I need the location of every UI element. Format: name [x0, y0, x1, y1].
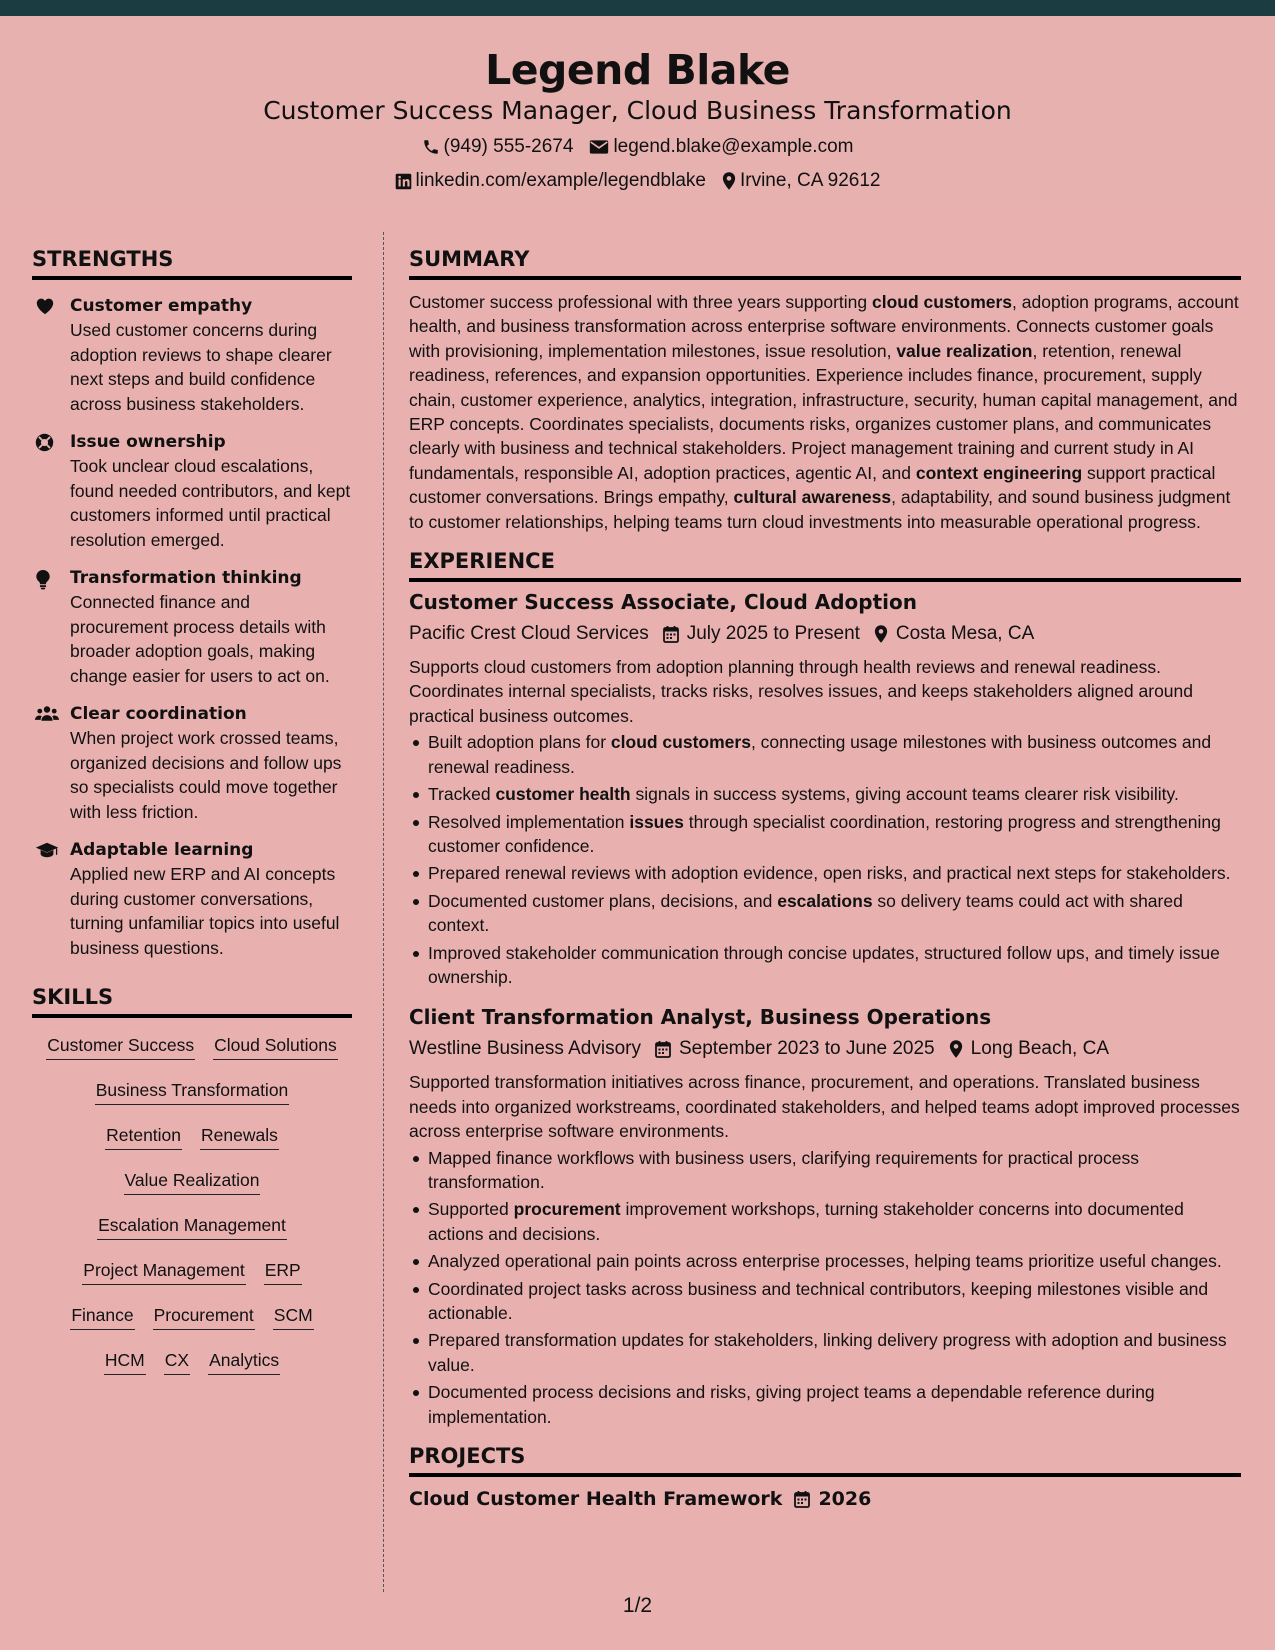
skill-tag: Retention [105, 1122, 182, 1150]
job-bullet: Supported procurement improvement workshops, turning stakeholder concerns into documented actions and decisions. [409, 1197, 1241, 1246]
column-divider [383, 232, 384, 1592]
resume-header [0, 16, 1275, 204]
strength-item [32, 838, 352, 960]
contact-phone [422, 136, 574, 158]
candidate-headline: Customer Success Manager, Cloud Business Transformation [263, 96, 1012, 125]
job-description: Supported transformation initiatives across finance, procurement, and operations. Translated business needs into organized workstreams, coordinated stakeholders, and helped teams adopt improved processes across enterprise software environments. [409, 1072, 1240, 1142]
skill-tag: Analytics [208, 1347, 280, 1375]
skill-tag: Business Transformation [95, 1077, 290, 1105]
job-bullet: Resolved implementation issues through specialist coordination, restoring progress and strengthening customer confidence. [409, 810, 1241, 859]
contact-row-1 [0, 132, 1275, 162]
job-title: Client Transformation Analyst, Business Operations [409, 1005, 992, 1030]
summary-heading: SUMMARY [409, 244, 1241, 280]
skill-tag: Project Management [82, 1257, 245, 1285]
job-location: Long Beach, CA [970, 1038, 1109, 1060]
people-icon [35, 705, 59, 722]
job-bullet: Documented customer plans, decisions, and escalations so delivery teams could act with shared context. [409, 889, 1241, 938]
strength-desc: Took unclear cloud escalations, found needed contributors, and kept customers informed until practical resolution emerged. [70, 456, 351, 550]
strength-desc: Applied new ERP and AI concepts during customer conversations, turning unfamiliar topics into useful business questions. [70, 864, 340, 958]
project-item [409, 1485, 1241, 1513]
strength-item [32, 566, 352, 688]
summary-text: Customer success professional with three years supporting cloud customers, adoption programs, account health, and business transformation across enterprise software environments. Connects customer goals with provisioning, implementation milestones, issue resolution, value realization, retention, renewal readiness, references, and expansion opportunities. Experience includes finance, procurement, supply chain, customer experience, analytics, integration, infrastructure, security, human capital management, and ERP concepts. Coordinates specialists, documents risks, organizes customer plans, and communicates clearly with business and technical stakeholders. Project management training and current study in AI fundamentals, responsible AI, adoption practices, agentic AI, and context engineering support practical customer conversations. Brings empathy, cultural awareness, adaptability, and sound business judgment to customer relationships, helping teams turn cloud investments into measurable operational progress. [409, 292, 1239, 532]
project-year: 2026 [818, 1488, 872, 1511]
job-title: Customer Success Associate, Cloud Adoption [409, 590, 917, 615]
job-entry [409, 588, 1241, 989]
job-dates: September 2023 to June 2025 [678, 1038, 935, 1060]
skill-row [32, 1257, 352, 1302]
graduation-cap-icon [35, 841, 59, 859]
contact-row-2 [0, 166, 1275, 196]
job-bullet: Prepared renewal reviews with adoption evidence, open risks, and practical next steps for stakeholders. [409, 861, 1241, 885]
map-pin-icon [874, 624, 888, 644]
skill-tag: CX [164, 1347, 190, 1375]
strength-title: Issue ownership [70, 432, 226, 452]
job-bullet: Built adoption plans for cloud customers, connecting usage milestones with business outcomes and renewal readiness. [409, 730, 1241, 779]
skill-row [32, 1122, 352, 1167]
job-company: Pacific Crest Cloud Services [409, 623, 649, 645]
left-column [32, 244, 352, 1392]
job-meta [409, 619, 1241, 649]
calendar-icon [655, 1040, 671, 1058]
strength-title: Clear coordination [70, 704, 247, 724]
strength-title: Customer empathy [70, 296, 253, 316]
map-pin-icon [722, 171, 736, 191]
skill-tag: Finance [70, 1302, 134, 1330]
strength-desc: Used customer concerns during adoption reviews to shape clearer next steps and build confidence across business stakeholders. [70, 320, 332, 414]
envelope-icon [589, 139, 609, 155]
contact-linkedin [395, 170, 706, 192]
contact-location [722, 170, 880, 192]
candidate-name: Legend Blake [485, 46, 790, 94]
skill-tag: Cloud Solutions [213, 1032, 338, 1060]
skill-tag: Value Realization [124, 1167, 261, 1195]
job-dates: July 2025 to Present [686, 623, 860, 645]
skill-row [32, 1302, 352, 1347]
email-text[interactable]: legend.blake@example.com [613, 136, 854, 157]
location-text: Irvine, CA 92612 [739, 170, 881, 191]
strength-item [32, 294, 352, 416]
job-bullet: Coordinated project tasks across business and technical contributors, keeping milestones visible and actionable. [409, 1277, 1241, 1326]
right-column [409, 244, 1241, 1513]
job-bullets [409, 730, 1241, 989]
contact-email [589, 136, 853, 158]
strength-item [32, 430, 352, 552]
skill-row [32, 1077, 352, 1122]
strengths-heading: STRENGTHS [32, 244, 352, 280]
skill-tag: Procurement [153, 1302, 255, 1330]
experience-list [409, 588, 1241, 1429]
skill-tag: Escalation Management [97, 1212, 287, 1240]
job-description: Supports cloud customers from adoption planning through health reviews and renewal readiness. Coordinates internal specialists, tracks risks, resolves issues, and keeps stakeholders aligned around practical business outcomes. [409, 657, 1194, 726]
linkedin-text[interactable]: linkedin.com/example/legendblake [415, 170, 706, 191]
job-entry [409, 1003, 1241, 1429]
job-bullets [409, 1146, 1241, 1429]
job-bullet: Documented process decisions and risks, giving project teams a dependable reference during implementation. [409, 1380, 1241, 1429]
lightbulb-icon [35, 569, 51, 590]
top-accent-bar [0, 0, 1275, 16]
job-location: Costa Mesa, CA [895, 623, 1035, 645]
strength-desc: When project work crossed teams, organized decisions and follow ups so specialists could move together with less friction. [70, 728, 342, 822]
heart-icon [35, 297, 55, 315]
page-number: 1/2 [622, 1594, 653, 1617]
linkedin-icon [395, 173, 412, 190]
skill-row [32, 1212, 352, 1257]
job-bullet: Mapped finance workflows with business users, clarifying requirements for practical process transformation. [409, 1146, 1241, 1195]
project-title: Cloud Customer Health Framework [409, 1488, 783, 1511]
phone-text[interactable]: (949) 555-2674 [443, 136, 574, 157]
job-bullet: Prepared transformation updates for stakeholders, linking delivery progress with adoption and business value. [409, 1328, 1241, 1377]
skill-row [32, 1167, 352, 1212]
job-bullet: Analyzed operational pain points across enterprise processes, helping teams prioritize useful changes. [409, 1249, 1241, 1273]
job-bullet: Improved stakeholder communication through concise updates, structured follow ups, and timely issue ownership. [409, 941, 1241, 990]
skill-tag: ERP [264, 1257, 302, 1285]
lifebuoy-icon [35, 433, 54, 452]
map-pin-icon [949, 1039, 963, 1059]
calendar-icon [794, 1490, 810, 1508]
skill-tag: SCM [273, 1302, 314, 1330]
job-bullet: Tracked customer health signals in success systems, giving account teams clearer risk visibility. [409, 782, 1241, 806]
experience-heading: EXPERIENCE [409, 546, 1241, 582]
skills-list [32, 1032, 352, 1392]
strength-title: Adaptable learning [70, 840, 254, 860]
strength-item [32, 702, 352, 824]
projects-heading: PROJECTS [409, 1441, 1241, 1477]
skill-row [32, 1032, 352, 1077]
phone-icon [422, 138, 440, 156]
strength-title: Transformation thinking [70, 568, 302, 588]
strength-desc: Connected finance and procurement process details with broader adoption goals, making change easier for users to act on. [70, 592, 330, 686]
skill-tag: Renewals [200, 1122, 279, 1150]
calendar-icon [663, 625, 679, 643]
skills-heading: SKILLS [32, 982, 352, 1018]
skill-tag: Customer Success [46, 1032, 195, 1060]
job-company: Westline Business Advisory [409, 1038, 641, 1060]
job-meta [409, 1034, 1241, 1064]
skill-tag: HCM [104, 1347, 146, 1375]
skill-row [32, 1347, 352, 1392]
